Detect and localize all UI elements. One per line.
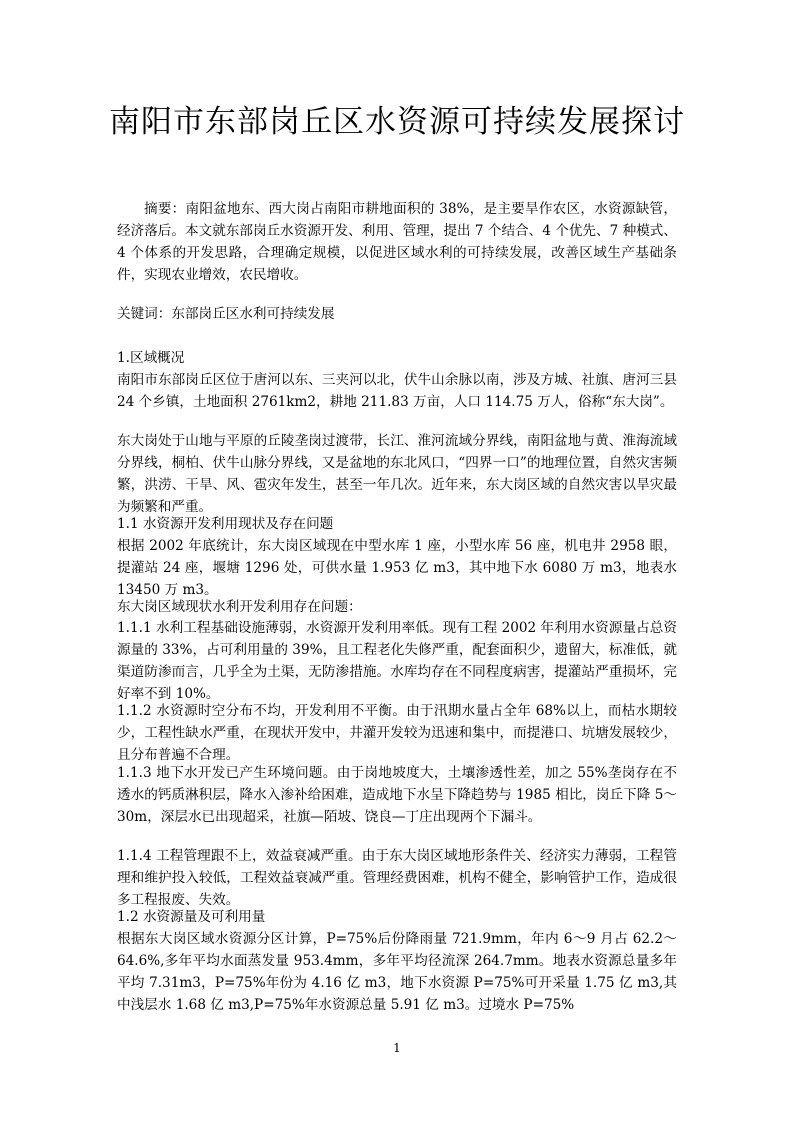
body-paragraph: 1.1.4 工程管理跟不上，效益衰减严重。由于东大岗区域地形条件关、经济实力薄弱，工程管理和维护投入较低，工程效益衰减严重。管理经费困难，机构不健全，影响管护工作，造成很多工程报废、失效。 [117,848,677,908]
body-paragraph: 东大岗处于山地与平原的丘陵垄岗过渡带，长江、淮河流域分界线，南阳盆地与黄、淮海流域分界线，桐柏、伏牛山脉分界线，又是盆地的东北风口，“四界一口”的地理位置，自然灾害频繁，洪涝、干旱、风、雹灾年发生，甚至一年几次。近年来，东大岗区域的自然灾害以旱灾最为频繁和严重。 [117,433,677,515]
document-title: 南阳市东部岗丘区水资源可持续发展探讨 [109,104,685,140]
keywords-line: 关键词：东部岗丘区水利可持续发展 [117,306,335,322]
body-paragraph: 1.1.3 地下水开发已产生环境问题。由于岗地坡度大，土壤渗透性差，加之 55%垄岗存在不透水的钙质淋积层，降水入渗补给困难，造成地下水呈下降趋势与 1985 相比，岗丘下降 5～30m，深层水已出现超采，社旗—陌坡、饶良—丁庄出现两个下漏斗。 [117,765,677,825]
body-paragraph: 东大岗区域现状水利开发利用存在问题： [117,599,362,615]
body-paragraph: 南阳市东部岗丘区位于唐河以东、三夹河以北，伏牛山余脉以南，涉及方城、社旗、唐河三县 24 个乡镇，土地面积 2761km2，耕地 211.83 万亩，人口 114.75 万人，俗称“东大岗”。 [117,372,677,410]
section-heading: 1.2 水资源量及可利用量 [117,909,266,925]
body-paragraph: 根据 2002 年底统计，东大岗区域现在中型水库 1 座，小型水库 56 座，机电井 2958 眼，提灌站 24 座，堰塘 1296 处，可供水量 1.953 亿 m3，其中地下水 6080 万 m3，地表水 13450 万 m3。 [117,538,677,598]
body-paragraph: 1.1.1 水利工程基础设施薄弱，水资源开发利用率低。现有工程 2002 年利用水资源量占总资源量的 33%，占可利用量的 39%，且工程老化失修严重，配套面积少，遗留大，标准低，就渠道防渗而言，几乎全为土渠，无防渗措施。水库均存在不同程度病害，提灌站严重损坏，完好率不到 10%。 [117,620,677,702]
section-heading: 1.区域概况 [117,350,185,366]
body-paragraph: 1.1.2 水资源时空分布不均，开发利用不平衡。由于汛期水量占全年 68%以上，而枯水期较少，工程性缺水严重，在现状开发中，井灌开发较为迅速和集中，而提港口、坑塘发展较少，且分布普遍不合理。 [117,703,677,763]
body-paragraph: 根据东大岗区域水资源分区计算，P=75%后份降雨量 721.9mm，年内 6～9 月占 62.2～64.6%,多年平均水面蒸发量 953.4mm，多年平均径流深 264.7mm。地表水资源总量多年平均 7.31m3，P=75%年份为 4.16 亿 m3，地下水资源 P=75%可开采量 1.75 亿 m3,其中浅层水 1.68 亿 m3,P=75%年水资源总量 5.91 亿 m3。过境水 P=75% [117,931,677,1013]
abstract-paragraph: 摘要：南阳盆地东、西大岗占南阳市耕地面积的 38%，是主要旱作农区，水资源缺管，经济落后。本文就东部岗丘水资源开发、利用、管理，提出 7 个结合、4 个优先、7 种模式、4 个体系的开发思路，合理确定规模，以促进区域水利的可持续发展，改善区域生产基础条件，实现农业增效，农民增收。 [117,201,677,283]
section-heading: 1.1 水资源开发利用现状及存在问题 [117,516,334,532]
page-number: 1 [393,1041,401,1055]
